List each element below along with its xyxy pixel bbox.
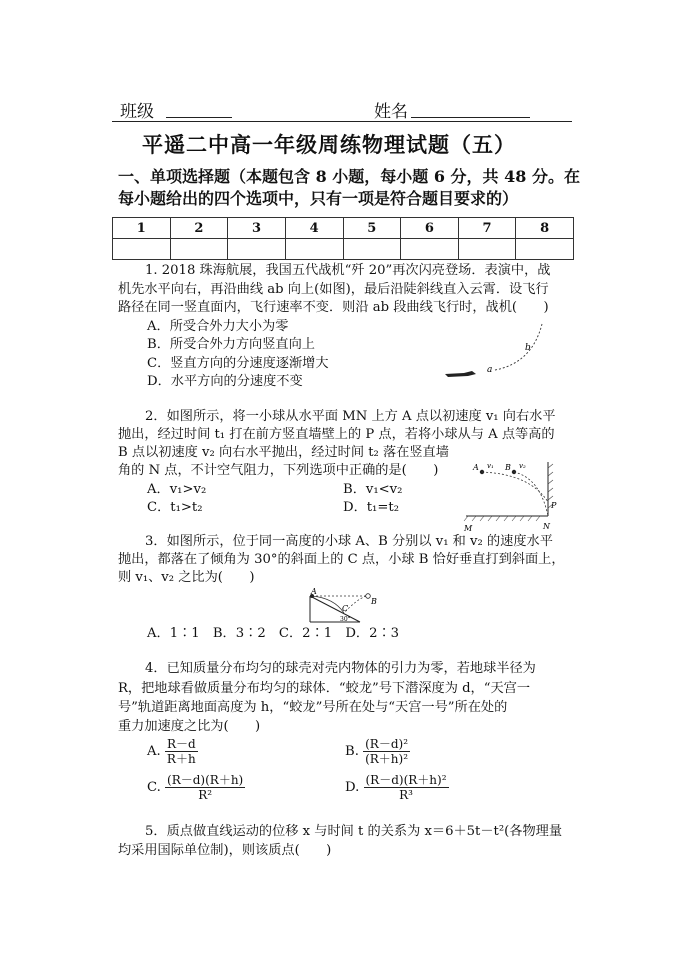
q4-option-d-label: D. <box>345 780 360 795</box>
answer-table <box>112 217 574 260</box>
q1-label-b: b <box>525 343 531 353</box>
q4-option-c-num: (R－d)(R＋h) <box>167 773 244 787</box>
q3-label-angle: 30° <box>340 616 351 623</box>
q4-option-b-den: (R＋h)² <box>365 752 409 766</box>
q4-option-b-num: (R－d)² <box>363 737 410 752</box>
q2-line3: B 点以初速度 v₂ 向右水平抛出，经过时间 t₂ 落在竖直墙 <box>118 445 449 460</box>
q4-option-c <box>147 773 245 802</box>
q4-option-b-fraction <box>363 737 410 766</box>
q1-option-c: C．竖直方向的分速度逐渐增大 <box>147 356 329 371</box>
answer-header-cell: 2 <box>170 218 228 239</box>
answer-cell[interactable] <box>170 239 228 260</box>
q3-incline-figure <box>300 588 390 628</box>
q2-label-m: M <box>464 524 473 533</box>
q4-option-a-num: R－d <box>165 737 198 752</box>
answer-cell[interactable] <box>516 239 574 260</box>
q3-options: A．1∶1 B．3∶2 C．2∶1 D．2∶3 <box>147 626 400 641</box>
q4-option-a <box>147 737 198 766</box>
q3-line3: 则 v₁、v₂ 之比为( ) <box>118 570 255 585</box>
header-rule <box>112 121 572 122</box>
answer-cell[interactable] <box>343 239 401 260</box>
answer-cell[interactable] <box>228 239 286 260</box>
q2-label-v2: v₂ <box>519 462 526 470</box>
answer-table-row <box>113 239 574 260</box>
q5-line2: 均采用国际单位制)，则该质点( ) <box>118 843 332 858</box>
q1-fighter-figure <box>440 318 550 388</box>
q2-label-a: A <box>473 463 479 472</box>
q4-option-d <box>345 773 449 802</box>
q2-label-p: P <box>551 501 557 510</box>
q2-option-b: B．v₁<v₂ <box>343 482 403 497</box>
name-blank[interactable] <box>411 117 530 118</box>
q4-option-c-label: C. <box>147 780 161 795</box>
q4-option-b-label: B. <box>345 744 359 759</box>
answer-table-header-row <box>113 218 574 239</box>
q4-option-c-fraction <box>165 773 245 802</box>
q4-option-a-fraction <box>165 737 198 766</box>
q1-label-a: a <box>487 365 493 375</box>
answer-header-cell: 8 <box>516 218 574 239</box>
q3-line1: 3．如图所示，位于同一高度的小球 A、B 分别以 v₁ 和 v₂ 的速度水平 <box>145 534 553 549</box>
q1-option-a: A．所受合外力大小为零 <box>147 319 289 334</box>
answer-header-cell: 1 <box>113 218 171 239</box>
answer-header-cell: 4 <box>285 218 343 239</box>
class-blank[interactable] <box>166 117 232 118</box>
q4-option-d-num: (R－d)(R＋h)² <box>365 773 447 787</box>
answer-header-cell: 7 <box>458 218 516 239</box>
q3-label-c: C <box>342 604 349 613</box>
answer-header-cell: 6 <box>401 218 459 239</box>
q1-option-b: B．所受合外力方向竖直向上 <box>147 337 315 352</box>
q2-line2: 抛出，经过时间 t₁ 打在前方竖直墙壁上的 P 点，若将小球从与 A 点等高的 <box>118 427 555 442</box>
class-label: 班级 <box>120 102 154 122</box>
q4-option-d-fraction <box>364 773 449 802</box>
q5-line1: 5．质点做直线运动的位移 x 与时间 t 的关系为 x＝6＋5t－t²(各物理量 <box>145 824 563 839</box>
answer-header-cell: 5 <box>343 218 401 239</box>
q4-option-c-den: R² <box>198 788 213 802</box>
section-heading-line2: 每小题给出的四个选项中，只有一项是符合题目要求的） <box>118 189 519 208</box>
name-label: 姓名 <box>374 102 408 122</box>
page-title: 平遥二中高一年级周练物理试题（五） <box>142 132 516 157</box>
q4-option-d-den: R³ <box>399 788 413 802</box>
answer-cell[interactable] <box>458 239 516 260</box>
q1-line1: 1. 2018 珠海航展，我国五代战机“歼 20”再次闪亮登场．表演中，战 <box>145 263 551 278</box>
q2-projectile-figure <box>460 458 570 534</box>
q4-option-a-label: A. <box>147 744 161 759</box>
q2-label-n: N <box>543 522 550 531</box>
answer-cell[interactable] <box>401 239 459 260</box>
answer-cell[interactable] <box>113 239 171 260</box>
q3-label-b: B <box>371 597 377 606</box>
q2-label-b: B <box>505 463 511 472</box>
q2-label-v1: v₁ <box>487 462 494 470</box>
q3-label-a: A <box>311 588 317 596</box>
q2-option-c: C．t₁>t₂ <box>147 500 203 515</box>
q4-option-a-den: R＋h <box>166 752 196 766</box>
answer-header-cell: 3 <box>228 218 286 239</box>
q4-option-b <box>345 737 410 766</box>
q3-line2: 抛出，都落在了倾角为 30°的斜面上的 C 点，小球 B 恰好垂直打到斜面上， <box>118 552 565 567</box>
q4-line4: 重力加速度之比为( ) <box>118 719 261 734</box>
answer-cell[interactable] <box>285 239 343 260</box>
q1-line2: 机先水平向右，再沿曲线 ab 向上(如图)，最后沿陡斜线直入云霄．设飞行 <box>118 282 549 297</box>
section-heading-line1: 一、单项选择题（本题包含 8 小题，每小题 6 分，共 48 分。在 <box>118 167 580 186</box>
q2-line4: 角的 N 点，不计空气阻力，下列选项中正确的是( ) <box>118 463 439 478</box>
q2-option-a: A．v₁>v₂ <box>147 482 207 497</box>
q2-line1: 2．如图所示，将一小球从水平面 MN 上方 A 点以初速度 v₁ 向右水平 <box>145 409 556 424</box>
q4-line3: 号”轨道距离地面高度为 h，“蛟龙”号所在处与“天宫一号”所在处的 <box>118 700 508 715</box>
q2-option-d: D．t₁=t₂ <box>343 500 399 515</box>
q1-line3: 路径在同一竖直面内，飞行速率不变．则沿 ab 段曲线飞行时，战机( ) <box>118 300 549 315</box>
q4-line2: R，把地球看做质量分布均匀的球体．“蛟龙”号下潜深度为 d，“天宫一 <box>118 681 531 696</box>
q1-option-d: D．水平方向的分速度不变 <box>147 374 303 389</box>
q4-line1: 4．已知质量分布均匀的球壳对壳内物体的引力为零，若地球半径为 <box>145 661 536 676</box>
